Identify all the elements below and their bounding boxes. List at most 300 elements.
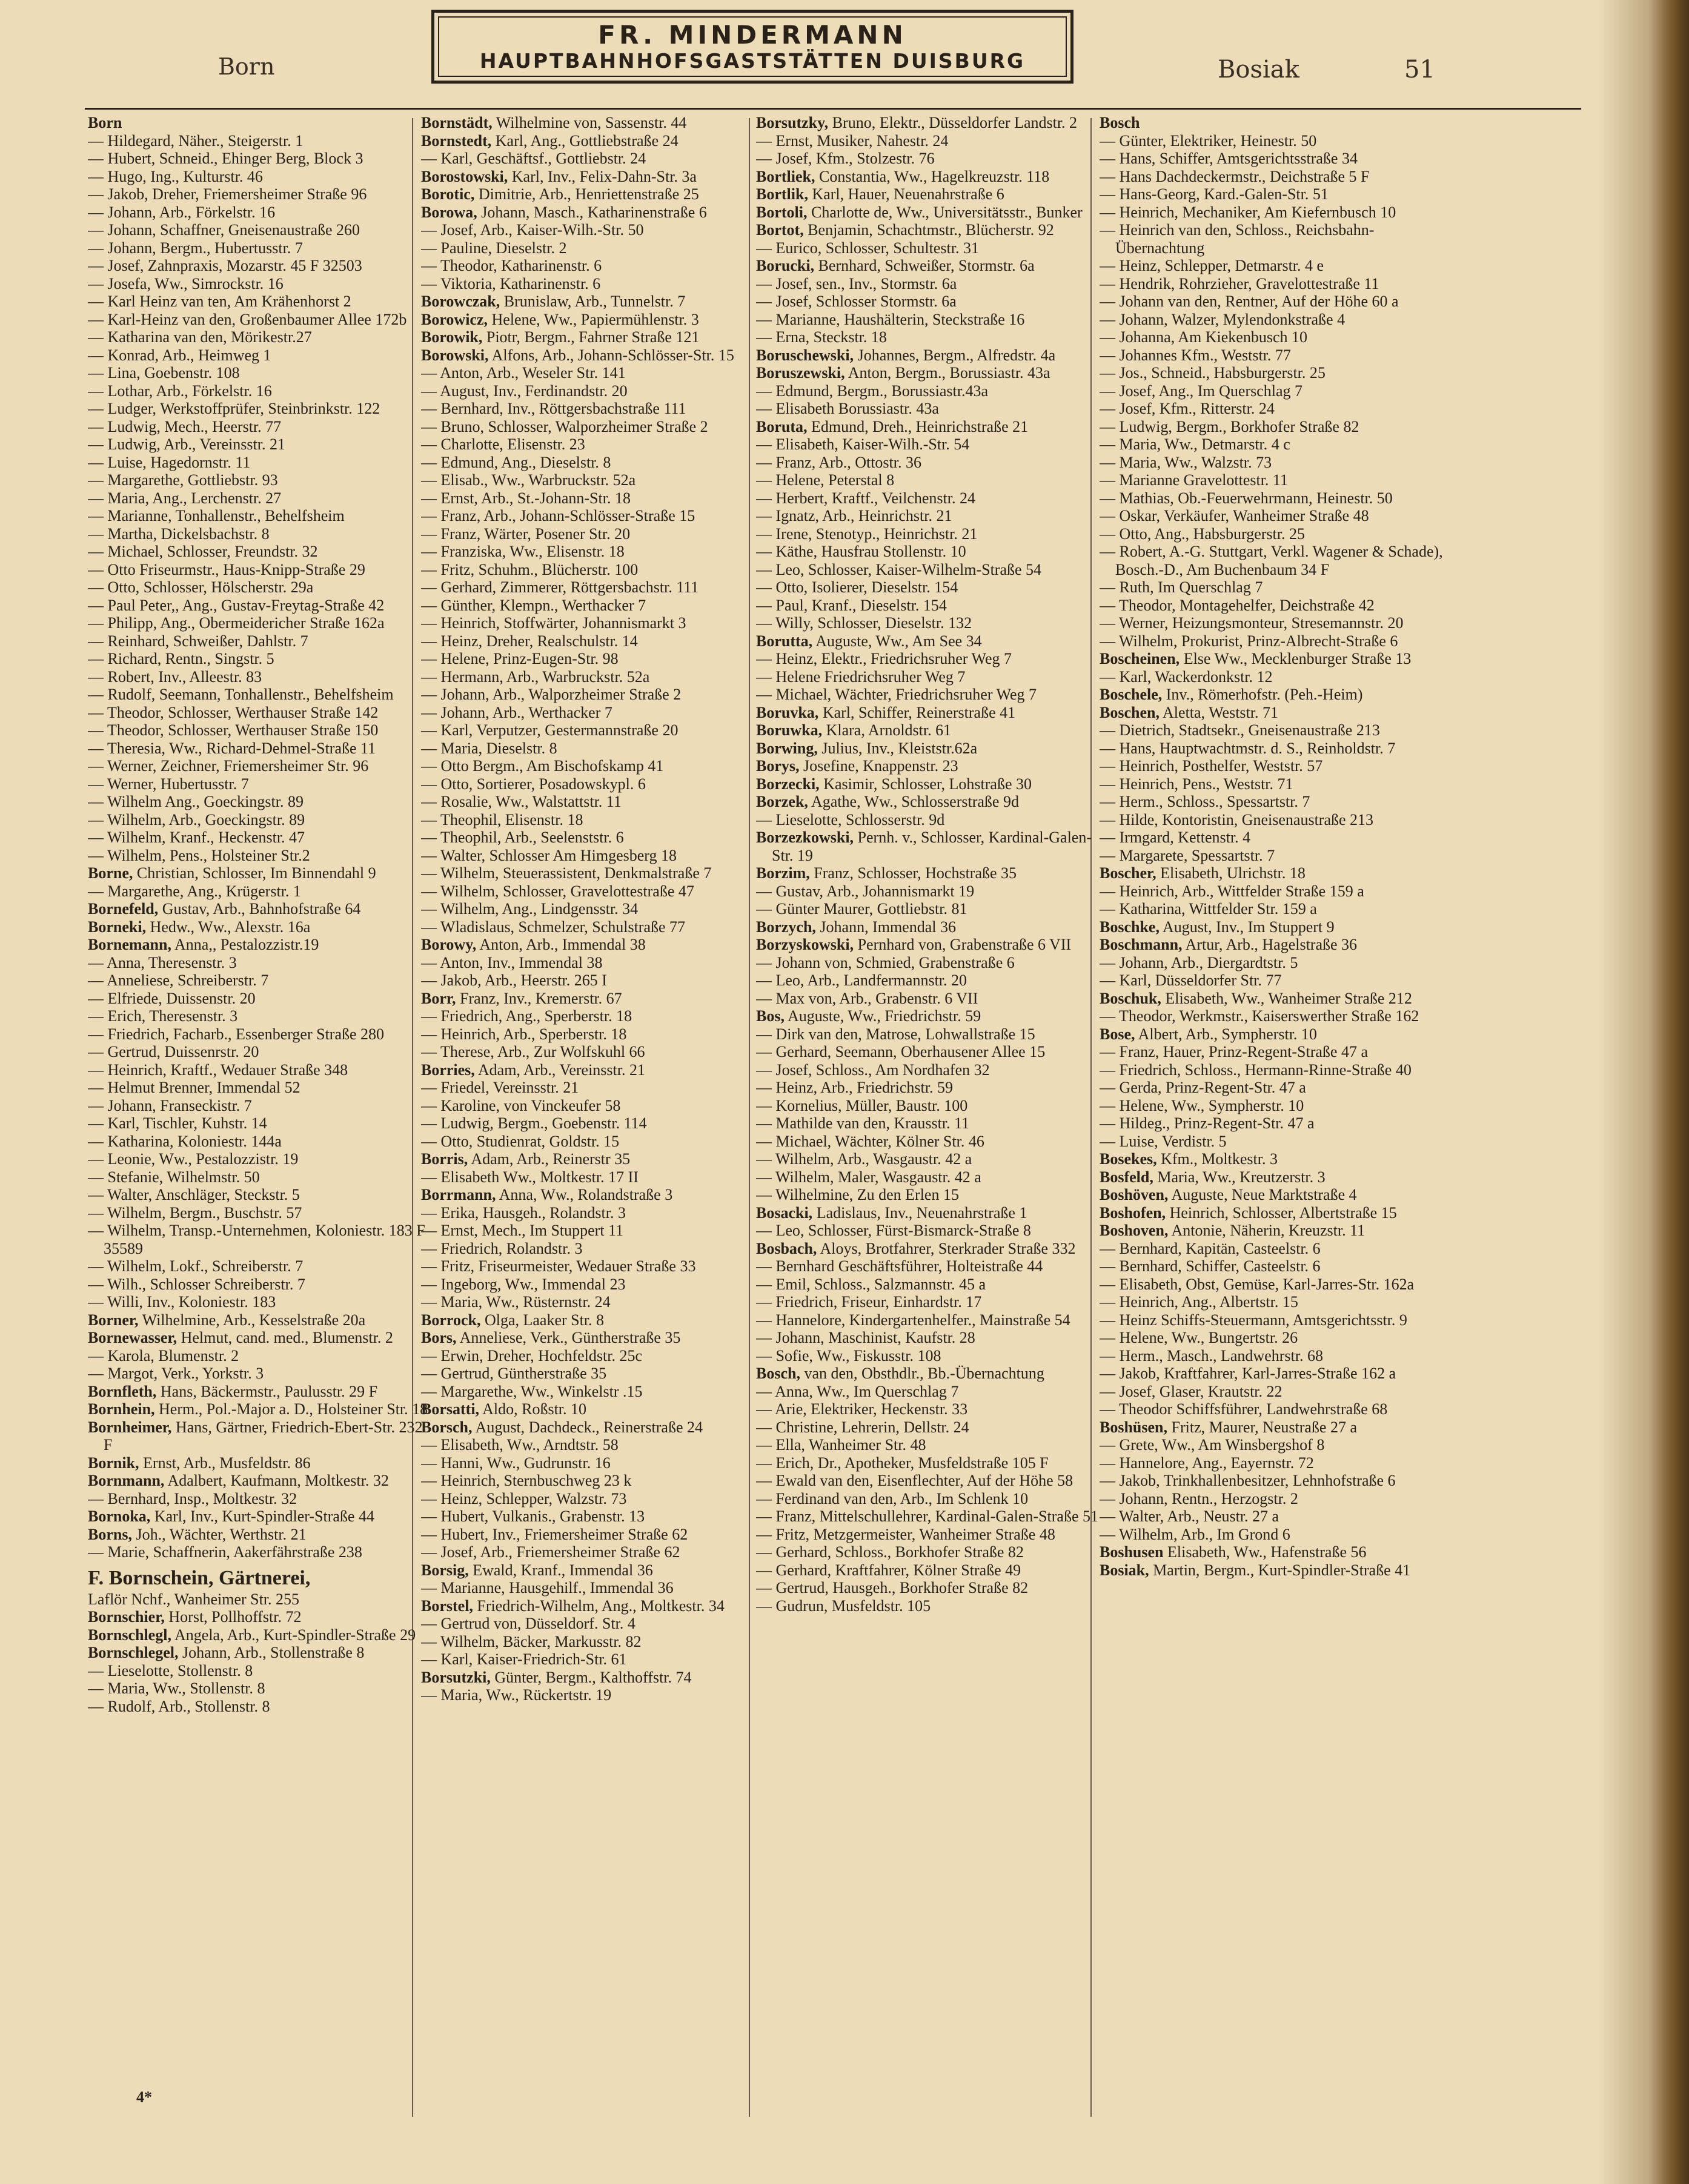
directory-entry: Borsig, Ewald, Kranf., Immendal 36: [421, 1561, 653, 1579]
directory-entry: — Bernhard Geschäftsführer, Holteistraße 44: [756, 1257, 1043, 1275]
directory-entry: — Josef, Arb., Kaiser-Wilh.-Str. 50: [421, 221, 644, 239]
advertisement-box: [431, 10, 1073, 84]
directory-entry: — Maria, Dieselstr. 8: [421, 739, 557, 757]
directory-entry: — Erich, Theresenstr. 3: [88, 1007, 238, 1025]
directory-entry: — Helmut Brenner, Immendal 52: [88, 1079, 300, 1096]
directory-entry: — Maria, Ww., Walzstr. 73: [1100, 453, 1272, 471]
directory-entry: — Wilhelm, Schlosser, Gravelottestraße 47: [421, 882, 694, 900]
directory-entry: — Wilhelm, Arb., Im Grond 6: [1100, 1525, 1290, 1543]
directory-entry: Bornschlegel, Johann, Arb., Stollenstraße 8: [88, 1644, 365, 1661]
directory-entry: — Wilhelm, Arb., Goeckingstr. 89: [88, 810, 305, 829]
directory-entry: — Maria, Ww., Stollenstr. 8: [88, 1679, 265, 1697]
directory-entry: F. Bornschein, Gärtnerei,: [88, 1566, 311, 1589]
directory-entry: — Josef, Kfm., Ritterstr. 24: [1100, 400, 1275, 417]
directory-entry: — Emil, Schloss., Salzmannstr. 45 a: [756, 1275, 986, 1293]
directory-entry: — Werner, Zeichner, Friemersheimer Str. 96: [88, 757, 369, 775]
directory-entry: Born: [88, 114, 122, 131]
directory-entry: — Josef, Kfm., Stolzestr. 76: [756, 150, 935, 167]
directory-entry: — Johann, Arb., Walporzheimer Straße 2: [421, 686, 682, 703]
directory-entry: — Marianne, Tonhallenstr., Behelfsheim: [88, 507, 345, 524]
directory-entry: Boschele, Inv., Römerhofstr. (Peh.-Heim): [1100, 686, 1363, 703]
directory-entry: — Herm., Masch., Landwehrstr. 68: [1100, 1346, 1323, 1365]
directory-entry: — Richard, Rentn., Singstr. 5: [88, 650, 274, 667]
directory-entry: — Willy, Schlosser, Dieselstr. 132: [756, 614, 972, 632]
directory-entry: — Franz, Arb., Johann-Schlösser-Straße 15: [421, 507, 695, 524]
directory-entry: Borsutzki, Günter, Bergm., Kalthoffstr. 74: [421, 1668, 692, 1686]
directory-entry: — Friedrich, Ang., Sperberstr. 18: [421, 1007, 632, 1025]
directory-entry: — Werner, Hubertusstr. 7: [88, 775, 249, 793]
directory-entry: — Wilhelm, Maler, Wasgaustr. 42 a: [756, 1168, 981, 1186]
directory-entry: — Ernst, Mech., Im Stuppert 11: [421, 1222, 624, 1239]
directory-entry: — Josef, Glaser, Krautstr. 22: [1100, 1382, 1283, 1400]
directory-entry: — Josef, Schloss., Am Nordhafen 32: [756, 1061, 990, 1079]
directory-entry: — Hans-Georg, Kard.-Galen-Str. 51: [1100, 185, 1329, 203]
directory-entry: — Ewald van den, Eisenflechter, Auf der Höhe 58: [756, 1472, 1073, 1489]
directory-entry: — Heinrich, Ang., Albertstr. 15: [1100, 1293, 1298, 1311]
directory-entry: — Marianne Gravelottestr. 11: [1100, 471, 1288, 489]
directory-entry: — Heinrich, Arb., Wittfelder Straße 159 a: [1100, 882, 1364, 900]
directory-entry: Bornstedt, Karl, Ang., Gottliebstraße 24: [421, 131, 679, 150]
directory-entry: — Leo, Arb., Landfermannstr. 20: [756, 971, 967, 989]
directory-entry: — Johann, Maschinist, Kaufstr. 28: [756, 1329, 975, 1346]
directory-entry: — Karoline, von Vinckeufer 58: [421, 1096, 621, 1114]
directory-entry: — Theodor, Schlosser, Werthauser Straße 142: [88, 703, 379, 721]
directory-entry: — Johann, Schaffner, Gneisenaustraße 260: [88, 221, 360, 239]
directory-entry: — Fritz, Schuhm., Blücherstr. 100: [421, 560, 639, 578]
directory-entry: — Elisabeth, Obst, Gemüse, Karl-Jarres-Str. 162a: [1100, 1275, 1415, 1293]
directory-entry: — Ferdinand van den, Arb., Im Schlenk 10: [756, 1489, 1029, 1507]
directory-entry: — Anton, Inv., Immendal 38: [421, 953, 603, 971]
directory-entry: — Gudrun, Musfeldstr. 105: [756, 1597, 931, 1615]
directory-entry: — Johanna, Am Kiekenbusch 10: [1100, 328, 1308, 346]
directory-entry: — Wilhelm, Transp.-Unternehmen, Koloniestr. 183 F 35589: [88, 1222, 425, 1257]
directory-entry: — Helene, Ww., Bungertstr. 26: [1100, 1329, 1298, 1346]
directory-entry: Bornfleth, Hans, Bäckermstr., Paulusstr. 29 F: [88, 1382, 378, 1400]
directory-entry: Boshüsen, Fritz, Maurer, Neustraße 27 a: [1100, 1418, 1358, 1436]
directory-entry: Bos, Auguste, Ww., Friedrichstr. 59: [756, 1007, 981, 1025]
directory-entry: Bornmann, Adalbert, Kaufmann, Moltkestr. 32: [88, 1472, 389, 1489]
directory-entry: — Kornelius, Müller, Baustr. 100: [756, 1096, 968, 1114]
directory-entry: — Heinrich van den, Schloss., Reichsbahn-Übernachtung: [1100, 221, 1375, 257]
directory-entry: — Ludger, Werkstoffprüfer, Steinbrinkstr. 122: [88, 400, 380, 417]
directory-entry: — Philipp, Ang., Obermeidericher Straße 162a: [88, 614, 385, 632]
header-left-word: Born: [218, 53, 275, 80]
directory-entry: — Arie, Elektriker, Heckenstr. 33: [756, 1400, 968, 1418]
advertisement-name: FR. MINDERMANN: [598, 20, 907, 50]
directory-entry: — Johann, Rentn., Herzogstr. 2: [1100, 1489, 1298, 1507]
directory-entry: — Michael, Wächter, Kölner Str. 46: [756, 1132, 984, 1150]
directory-entry: — Otto, Isolierer, Dieselstr. 154: [756, 578, 958, 596]
directory-entry: — Ingeborg, Ww., Immendal 23: [421, 1275, 626, 1293]
directory-entry: Bosekes, Kfm., Moltkestr. 3: [1100, 1150, 1278, 1168]
directory-entry: — Johann, Arb., Werthacker 7: [421, 703, 612, 721]
directory-entry: — Heinrich, Kraftf., Wedauer Straße 348: [88, 1061, 348, 1079]
directory-entry: — Heinz, Elektr., Friedrichsruher Weg 7: [756, 650, 1012, 667]
directory-entry: Borowczak, Brunislaw, Arb., Tunnelstr. 7: [421, 293, 686, 310]
directory-entry: — Johann, Arb., Förkelstr. 16: [88, 203, 276, 221]
directory-entry: Bornschier, Horst, Pollhoffstr. 72: [88, 1608, 302, 1626]
directory-entry: Borne, Christian, Schlosser, Im Binnendahl 9: [88, 864, 376, 882]
directory-entry: — Johann, Bergm., Hubertusstr. 7: [88, 239, 303, 257]
directory-entry: — Lieselotte, Schlosserstr. 9d: [756, 810, 945, 829]
signature-mark: 4*: [136, 2088, 152, 2106]
directory-entry: Bosbach, Aloys, Brotfahrer, Sterkrader Straße 332: [756, 1239, 1076, 1257]
directory-entry: — Dirk van den, Matrose, Lohwallstraße 15: [756, 1025, 1035, 1043]
directory-entry: Bosch, van den, Obsthdlr., Bb.-Übernachtung: [756, 1365, 1044, 1382]
directory-entry: Borostowski, Karl, Inv., Felix-Dahn-Str. 3a: [421, 167, 697, 185]
directory-entry: — Franz, Wärter, Posener Str. 20: [421, 524, 631, 543]
directory-entry: — Lina, Goebenstr. 108: [88, 364, 240, 382]
directory-entry: Boschmann, Artur, Arb., Hagelstraße 36: [1100, 936, 1358, 953]
directory-entry: Borsatti, Aldo, Roßstr. 10: [421, 1400, 587, 1418]
directory-entry: — Erika, Hausgeh., Rolandstr. 3: [421, 1203, 626, 1222]
directory-entry: — Gerhard, Zimmerer, Röttgersbachstr. 111: [421, 578, 699, 596]
directory-entry: — Josef, sen., Inv., Stormstr. 6a: [756, 274, 957, 293]
directory-entry: Borutta, Auguste, Ww., Am See 34: [756, 632, 982, 650]
directory-entry: — Gerhard, Kraftfahrer, Kölner Straße 49: [756, 1561, 1021, 1579]
directory-entry: — Eurico, Schlosser, Schultestr. 31: [756, 239, 979, 257]
directory-entry: — Ludwig, Bergm., Goebenstr. 114: [421, 1114, 647, 1132]
directory-entry: — Robert, Inv., Alleestr. 83: [88, 667, 262, 686]
directory-entry: Borner, Wilhelmine, Arb., Kesselstraße 20a: [88, 1311, 366, 1329]
directory-entry: — Katharina, Koloniestr. 144a: [88, 1132, 282, 1150]
directory-entry: Borzecki, Kasimir, Schlosser, Lohstraße 30: [756, 775, 1032, 793]
directory-entry: — Paul, Kranf., Dieselstr. 154: [756, 596, 947, 614]
directory-entry: — Christine, Lehrerin, Dellstr. 24: [756, 1418, 969, 1436]
directory-entry: — Ignatz, Arb., Heinrichstr. 21: [756, 507, 952, 524]
directory-entry: — Otto Bergm., Am Bischofskamp 41: [421, 757, 664, 775]
directory-entry: Boruszewski, Anton, Bergm., Borussiastr. 43a: [756, 364, 1050, 382]
directory-entry: — Helene Friedrichsruher Weg 7: [756, 667, 966, 686]
directory-entry: — Hannelore, Ang., Eayernstr. 72: [1100, 1454, 1314, 1472]
directory-entry: — Karl, Tischler, Kuhstr. 14: [88, 1114, 267, 1132]
directory-column-3: [756, 114, 1101, 2131]
directory-entry: — Heinz, Arb., Friedrichstr. 59: [756, 1079, 953, 1096]
directory-entry: Bosfeld, Maria, Ww., Kreutzerstr. 3: [1100, 1168, 1326, 1186]
directory-entry: — Maria, Ww., Rüsternstr. 24: [421, 1293, 611, 1311]
directory-entry: Boscher, Elisabeth, Ulrichstr. 18: [1100, 864, 1306, 882]
directory-entry: — Rosalie, Ww., Walstattstr. 11: [421, 793, 622, 810]
directory-entry: — Herm., Schloss., Spessartstr. 7: [1100, 793, 1310, 810]
directory-entry: Borowy, Anton, Arb., Immendal 38: [421, 936, 646, 953]
directory-entry: — Hendrik, Rohrzieher, Gravelottestraße 11: [1100, 274, 1379, 293]
directory-entry: — Irene, Stenotyp., Heinrichstr. 21: [756, 524, 978, 543]
directory-entry: — Theodor, Werkmstr., Kaiserswerther Straße 162: [1100, 1007, 1419, 1025]
directory-entry: Borrock, Olga, Laaker Str. 8: [421, 1311, 605, 1329]
directory-entry: Bornheimer, Hans, Gärtner, Friedrich-Ebert-Str. 232 F: [88, 1418, 423, 1454]
directory-entry: Bortliek, Constantia, Ww., Hagelkreuzstr. 118: [756, 167, 1050, 185]
directory-entry: — Jakob, Dreher, Friemersheimer Straße 96: [88, 185, 367, 203]
directory-entry: — Wilhelmine, Zu den Erlen 15: [756, 1186, 959, 1203]
directory-entry: — Wilhelm Ang., Goeckingstr. 89: [88, 793, 304, 810]
directory-entry: — Maria, Ww., Detmarstr. 4 c: [1100, 435, 1290, 453]
directory-entry: — Heinrich, Posthelfer, Weststr. 57: [1100, 757, 1323, 775]
directory-entry: — Jakob, Kraftfahrer, Karl-Jarres-Straße 162 a: [1100, 1365, 1396, 1382]
directory-entry: — Wilhelm, Bergm., Buschstr. 57: [88, 1203, 302, 1222]
directory-entry: — Jos., Schneid., Habsburgerstr. 25: [1100, 364, 1326, 382]
directory-entry: — Bruno, Schlosser, Walporzheimer Straße 2: [421, 417, 708, 435]
directory-entry: Boschen, Aletta, Weststr. 71: [1100, 703, 1278, 721]
directory-entry: — Josef, Ang., Im Querschlag 7: [1100, 382, 1303, 400]
directory-entry: — Dietrich, Stadtsekr., Gneisenaustraße 213: [1100, 721, 1380, 739]
directory-entry: — Gertrud, Duissenrstr. 20: [88, 1043, 259, 1061]
directory-entry: Borowicz, Helene, Ww., Papiermühlenstr. 3: [421, 310, 699, 328]
directory-entry: — Charlotte, Elisenstr. 23: [421, 435, 585, 453]
directory-entry: — Theodor, Katharinenstr. 6: [421, 257, 602, 274]
directory-entry: — Grete, Ww., Am Winsbergshof 8: [1100, 1436, 1325, 1454]
directory-entry: Bortoli, Charlotte de, Ww., Universitätsstr., Bunker: [756, 203, 1083, 221]
directory-entry: — Leonie, Ww., Pestalozzistr. 19: [88, 1150, 299, 1168]
directory-entry: — Katharina van den, Mörikestr.27: [88, 328, 312, 346]
directory-entry: — Günter Maurer, Gottliebstr. 81: [756, 900, 967, 918]
directory-entry: Borzych, Johann, Immendal 36: [756, 918, 956, 936]
directory-entry: — Heinrich, Mechaniker, Am Kiefernbusch 10: [1100, 203, 1396, 221]
directory-entry: — Wilh., Schlosser Schreiberstr. 7: [88, 1275, 305, 1293]
directory-entry: — Walter, Arb., Neustr. 27 a: [1100, 1507, 1279, 1525]
directory-entry: — Helene, Prinz-Eugen-Str. 98: [421, 650, 619, 667]
directory-entry: — Heinrich, Pens., Weststr. 71: [1100, 775, 1293, 793]
directory-entry: Borris, Adam, Arb., Reinerstr 35: [421, 1150, 631, 1168]
directory-entry: — Karola, Blumenstr. 2: [88, 1346, 239, 1365]
directory-entry: — Karl Heinz van ten, Am Krähenhorst 2: [88, 293, 351, 310]
directory-entry: — Otto Friseurmstr., Haus-Knipp-Straße 29: [88, 560, 365, 578]
directory-entry: — Luise, Verdistr. 5: [1100, 1132, 1227, 1150]
directory-entry: — Ludwig, Bergm., Borkhofer Straße 82: [1100, 417, 1359, 435]
directory-entry: Borwing, Julius, Inv., Kleiststr.62a: [756, 739, 978, 757]
directory-entry: — Hermann, Arb., Warbruckstr. 52a: [421, 667, 650, 686]
directory-entry: — Theresia, Ww., Richard-Dehmel-Straße 11: [88, 739, 376, 757]
directory-entry: Boruta, Edmund, Dreh., Heinrichstraße 21: [756, 417, 1029, 435]
directory-entry: — Josef, Arb., Friemersheimer Straße 62: [421, 1543, 680, 1561]
directory-entry: — Helene, Ww., Sympherstr. 10: [1100, 1096, 1304, 1114]
directory-entry: — Leo, Schlosser, Kaiser-Wilhelm-Straße 54: [756, 560, 1042, 578]
page-header: [0, 0, 1599, 115]
directory-entry: — Wilhelm, Arb., Wasgaustr. 42 a: [756, 1150, 972, 1168]
directory-entry: — Luise, Hagedornstr. 11: [88, 453, 251, 471]
directory-entry: — Theophil, Elisenstr. 18: [421, 810, 583, 829]
directory-entry: — Gustav, Arb., Johannismarkt 19: [756, 882, 975, 900]
directory-entry: — Theodor, Montagehelfer, Deichstraße 42: [1100, 596, 1375, 614]
directory-entry: — Friedel, Vereinsstr. 21: [421, 1079, 579, 1096]
directory-entry: — Maria, Ang., Lerchenstr. 27: [88, 489, 282, 507]
directory-entry: — Hans, Schiffer, Amtsgerichtsstraße 34: [1100, 150, 1358, 167]
directory-entry: — Anna, Theresenstr. 3: [88, 953, 237, 971]
directory-entry: — Otto, Schlosser, Hölscherstr. 29a: [88, 578, 314, 596]
directory-entry: Boshofen, Heinrich, Schlosser, Albertstraße 15: [1100, 1203, 1397, 1222]
directory-entry: Boscheinen, Else Ww., Mecklenburger Straße 13: [1100, 650, 1412, 667]
directory-entry: — Fritz, Metzgermeister, Wanheimer Straße 48: [756, 1525, 1055, 1543]
directory-entry: — Ruth, Im Querschlag 7: [1100, 578, 1263, 596]
directory-entry: — Franz, Arb., Ottostr. 36: [756, 453, 921, 471]
directory-entry: — Gertrud, Güntherstraße 35: [421, 1365, 607, 1382]
directory-entry: — Herbert, Kraftf., Veilchenstr. 24: [756, 489, 975, 507]
directory-entry: — Wilhelm, Pens., Holsteiner Str.2: [88, 846, 310, 864]
directory-entry: — Max von, Arb., Grabenstr. 6 VII: [756, 989, 978, 1007]
directory-entry: Bosiak, Martin, Bergm., Kurt-Spindler-Straße 41: [1100, 1561, 1411, 1579]
directory-entry: — Hans, Hauptwachtmstr. d. S., Reinholdstr. 7: [1100, 739, 1396, 757]
directory-entry: Bornhein, Herm., Pol.-Major a. D., Holsteiner Str. 18: [88, 1400, 428, 1418]
directory-entry: — Pauline, Dieselstr. 2: [421, 239, 567, 257]
directory-entry: Borries, Adam, Arb., Vereinsstr. 21: [421, 1061, 645, 1079]
directory-entry: Bornik, Ernst, Arb., Musfeldstr. 86: [88, 1454, 311, 1472]
directory-entry: — Johannes Kfm., Weststr. 77: [1100, 346, 1291, 364]
directory-entry: — Wilhelm, Steuerassistent, Denkmalstraße 7: [421, 864, 712, 882]
directory-entry: — Maria, Ww., Rückertstr. 19: [421, 1686, 612, 1704]
directory-entry: Bortlik, Karl, Hauer, Neuenahrstraße 6: [756, 185, 1004, 203]
directory-entry: Boschuk, Elisabeth, Ww., Wanheimer Straße 212: [1100, 989, 1412, 1007]
directory-entry: — Karl, Geschäftsf., Gottliebstr. 24: [421, 150, 646, 167]
directory-entry: — Karl-Heinz van den, Großenbaumer Allee 172b: [88, 310, 407, 328]
directory-column-2: [421, 114, 766, 2131]
directory-entry: — Anton, Arb., Weseler Str. 141: [421, 364, 626, 382]
directory-entry: — Otto, Studienrat, Goldstr. 15: [421, 1132, 620, 1150]
directory-entry: — Reinhard, Schweißer, Dahlstr. 7: [88, 632, 308, 650]
directory-entry: Bors, Anneliese, Verk., Güntherstraße 35: [421, 1329, 681, 1346]
directory-entry: Borys, Josefine, Knappenstr. 23: [756, 757, 958, 775]
directory-entry: — Bernhard, Insp., Moltkestr. 32: [88, 1489, 297, 1507]
directory-entry: — Hildeg., Prinz-Regent-Str. 47 a: [1100, 1114, 1315, 1132]
directory-entry: — Margarethe, Ww., Winkelstr .15: [421, 1382, 643, 1400]
directory-entry: Boshöven, Auguste, Neue Marktstraße 4: [1100, 1186, 1357, 1203]
directory-entry: — Hanni, Ww., Gudrunstr. 16: [421, 1454, 611, 1472]
directory-entry: — Anna, Ww., Im Querschlag 7: [756, 1382, 959, 1400]
directory-entry: — Werner, Heizungsmonteur, Stresemannstr. 20: [1100, 614, 1404, 632]
directory-entry: — Ernst, Arb., St.-Johann-Str. 18: [421, 489, 631, 507]
directory-entry: — Gerhard, Seemann, Oberhausener Allee 15: [756, 1043, 1046, 1061]
directory-entry: Borowa, Johann, Masch., Katharinenstraße 6: [421, 203, 707, 221]
directory-entry: — Ella, Wanheimer Str. 48: [756, 1436, 926, 1454]
directory-entry: — Therese, Arb., Zur Wolfskuhl 66: [421, 1043, 645, 1061]
directory-entry: — Erich, Dr., Apotheker, Musfeldstraße 105 F: [756, 1454, 1049, 1472]
directory-entry: — Paul Peter,, Ang., Gustav-Freytag-Straße 42: [88, 596, 385, 614]
directory-entry: Borns, Joh., Wächter, Werthstr. 21: [88, 1525, 307, 1543]
directory-entry: — Karl, Verputzer, Gestermannstraße 20: [421, 721, 679, 739]
directory-entry: — Hubert, Schneid., Ehinger Berg, Block 3: [88, 150, 363, 167]
directory-entry: — Margarethe, Ang., Krügerstr. 1: [88, 882, 301, 900]
directory-entry: Borr, Franz, Inv., Kremerstr. 67: [421, 989, 622, 1007]
directory-entry: Borzim, Franz, Schlosser, Hochstraße 35: [756, 864, 1017, 882]
directory-entry: — Oskar, Verkäufer, Wanheimer Straße 48: [1100, 507, 1369, 524]
header-right-word: Bosiak: [1218, 56, 1299, 84]
directory-entry: Bornefeld, Gustav, Arb., Bahnhofstraße 64: [88, 900, 361, 918]
directory-entry: — Wilhelm, Kranf., Heckenstr. 47: [88, 829, 305, 846]
directory-entry: — Hubert, Vulkanis., Grabenstr. 13: [421, 1507, 645, 1525]
directory-entry: — Hildegard, Näher., Steigerstr. 1: [88, 131, 304, 150]
directory-entry: — Elisab., Ww., Warbruckstr. 52a: [421, 471, 636, 489]
directory-entry: Laflör Nchf., Wanheimer Str. 255: [88, 1590, 300, 1608]
directory-entry: — Rudolf, Arb., Stollenstr. 8: [88, 1697, 270, 1715]
page-number: 51: [1404, 56, 1435, 84]
directory-entry: — Viktoria, Katharinenstr. 6: [421, 274, 601, 293]
directory-entry: Borsch, August, Dachdeck., Reinerstraße 24: [421, 1418, 703, 1436]
directory-column-4: [1100, 114, 1445, 2131]
directory-entry: Borzyskowski, Pernhard von, Grabenstraße 6 VII: [756, 936, 1072, 953]
directory-entry: — Katharina, Wittfelder Str. 159 a: [1100, 900, 1317, 918]
directory-entry: — Michael, Schlosser, Freundstr. 32: [88, 543, 318, 560]
directory-entry: — Heinrich, Stoffwärter, Johannismarkt 3: [421, 614, 686, 632]
directory-entry: — Mathias, Ob.-Feuerwehrmann, Heinestr. 50: [1100, 489, 1393, 507]
directory-entry: Bosch: [1100, 114, 1140, 131]
header-rule: [85, 108, 1581, 110]
directory-entry: — Heinrich, Arb., Sperberstr. 18: [421, 1025, 627, 1043]
directory-entry: Boshusen Elisabeth, Ww., Hafenstraße 56: [1100, 1543, 1367, 1561]
directory-entry: Borrmann, Anna, Ww., Rolandstraße 3: [421, 1186, 673, 1203]
directory-entry: — Johann, Franseckistr. 7: [88, 1096, 252, 1114]
directory-entry: — Margot, Verk., Yorkstr. 3: [88, 1365, 264, 1382]
directory-entry: — Erwin, Dreher, Hochfeldstr. 25c: [421, 1346, 643, 1365]
directory-entry: Borstel, Friedrich-Wilhelm, Ang., Moltkestr. 34: [421, 1597, 725, 1615]
directory-entry: Bornstädt, Wilhelmine von, Sassenstr. 44: [421, 114, 687, 131]
directory-entry: — Marie, Schaffnerin, Aakerfährstraße 238: [88, 1543, 362, 1561]
directory-entry: — Martha, Dickelsbachstr. 8: [88, 524, 270, 543]
directory-entry: — Hubert, Inv., Friemersheimer Straße 62: [421, 1525, 688, 1543]
directory-entry: — Franz, Hauer, Prinz-Regent-Straße 47 a: [1100, 1043, 1368, 1061]
directory-entry: — Hannelore, Kindergartenhelfer., Mainstraße 54: [756, 1311, 1070, 1329]
directory-entry: — Anneliese, Schreiberstr. 7: [88, 971, 269, 989]
directory-entry: — Edmund, Bergm., Borussiastr.43a: [756, 382, 989, 400]
directory-entry: — Hilde, Kontoristin, Gneisenaustraße 213: [1100, 810, 1374, 829]
directory-entry: — Friedrich, Rolandstr. 3: [421, 1239, 583, 1257]
directory-entry: — Käthe, Hausfrau Stollenstr. 10: [756, 543, 966, 560]
directory-entry: — Theodor Schiffsführer, Landwehrstraße 68: [1100, 1400, 1388, 1418]
directory-entry: — Michael, Wächter, Friedrichsruher Weg 7: [756, 686, 1037, 703]
directory-entry: — Bernhard, Schiffer, Casteelstr. 6: [1100, 1257, 1321, 1275]
directory-entry: — Lieselotte, Stollenstr. 8: [88, 1661, 253, 1679]
directory-entry: — Gerda, Prinz-Regent-Str. 47 a: [1100, 1079, 1306, 1096]
directory-entry: — Marianne, Hausgehilf., Immendal 36: [421, 1579, 674, 1597]
directory-entry: — Jakob, Trinkhallenbesitzer, Lehnhofstraße 6: [1100, 1472, 1396, 1489]
directory-entry: Boruschewski, Johannes, Bergm., Alfredstr. 4a: [756, 346, 1056, 364]
directory-entry: — Franz, Mittelschullehrer, Kardinal-Galen-Straße 51: [756, 1507, 1098, 1525]
directory-entry: — August, Inv., Ferdinandstr. 20: [421, 382, 628, 400]
directory-entry: Boschke, August, Inv., Im Stuppert 9: [1100, 918, 1335, 936]
directory-entry: — Heinz, Schlepper, Walzstr. 73: [421, 1489, 627, 1507]
directory-entry: — Marianne, Haushälterin, Steckstraße 16: [756, 310, 1025, 328]
directory-entry: Borzek, Agathe, Ww., Schlosserstraße 9d: [756, 793, 1019, 810]
directory-entry: — Walter, Schlosser Am Himgesberg 18: [421, 846, 677, 864]
directory-entry: — Elisabeth, Kaiser-Wilh.-Str. 54: [756, 435, 970, 453]
directory-entry: Borowik, Piotr, Bergm., Fahrner Straße 121: [421, 328, 700, 346]
directory-entry: — Konrad, Arb., Heimweg 1: [88, 346, 271, 364]
directory-entry: Bosacki, Ladislaus, Inv., Neuenahrstraße 1: [756, 1203, 1027, 1222]
directory-entry: — Heinz, Schlepper, Detmarstr. 4 e: [1100, 257, 1324, 274]
directory-entry: Borowski, Alfons, Arb., Johann-Schlösser-Str. 15: [421, 346, 734, 364]
directory-entry: — Josefa, Ww., Simrockstr. 16: [88, 274, 284, 293]
directory-entry: — Ernst, Musiker, Nahestr. 24: [756, 131, 949, 150]
directory-entry: Borucki, Bernhard, Schweißer, Stormstr. 6a: [756, 257, 1035, 274]
directory-entry: — Wilhelm, Ang., Lindgensstr. 34: [421, 900, 639, 918]
directory-entry: Bornemann, Anna,, Pestalozzistr.19: [88, 936, 319, 953]
directory-entry: — Friedrich, Facharb., Essenberger Straße 280: [88, 1025, 385, 1043]
directory-entry: Borotic, Dimitrie, Arb., Henriettenstraße 25: [421, 185, 699, 203]
directory-entry: Bornoka, Karl, Inv., Kurt-Spindler-Straße 44: [88, 1507, 374, 1525]
advertisement-subtitle: HAUPTBAHNHOFSGASTSTÄTTEN DUISBURG: [479, 49, 1026, 73]
directory-entry: — Sofie, Ww., Fiskusstr. 108: [756, 1346, 941, 1365]
directory-entry: — Leo, Schlosser, Fürst-Bismarck-Straße 8: [756, 1222, 1031, 1239]
directory-entry: — Lothar, Arb., Förkelstr. 16: [88, 382, 272, 400]
directory-entry: Borsutzky, Bruno, Elektr., Düsseldorfer Landstr. 2: [756, 114, 1078, 131]
page-binding-shadow: [1598, 0, 1689, 2184]
directory-entry: — Friedrich, Friseur, Einhardstr. 17: [756, 1293, 982, 1311]
directory-entry: Bornschlegl, Angela, Arb., Kurt-Spindler-Straße 29: [88, 1626, 416, 1644]
directory-entry: — Fritz, Friseurmeister, Wedauer Straße 33: [421, 1257, 696, 1275]
directory-entry: — Elfriede, Duissenstr. 20: [88, 989, 256, 1007]
directory-entry: — Günter, Elektriker, Heinestr. 50: [1100, 131, 1317, 150]
directory-entry: — Hans Dachdeckermstr., Deichstraße 5 F: [1100, 167, 1370, 185]
directory-entry: — Johann, Arb., Diergardtstr. 5: [1100, 953, 1298, 971]
directory-entry: — Gertrud, Hausgeh., Borkhofer Straße 82: [756, 1579, 1029, 1597]
directory-entry: — Robert, A.-G. Stuttgart, Verkl. Wagener & Schade), Bosch.-D., Am Buchenbaum 34 F: [1100, 543, 1443, 578]
